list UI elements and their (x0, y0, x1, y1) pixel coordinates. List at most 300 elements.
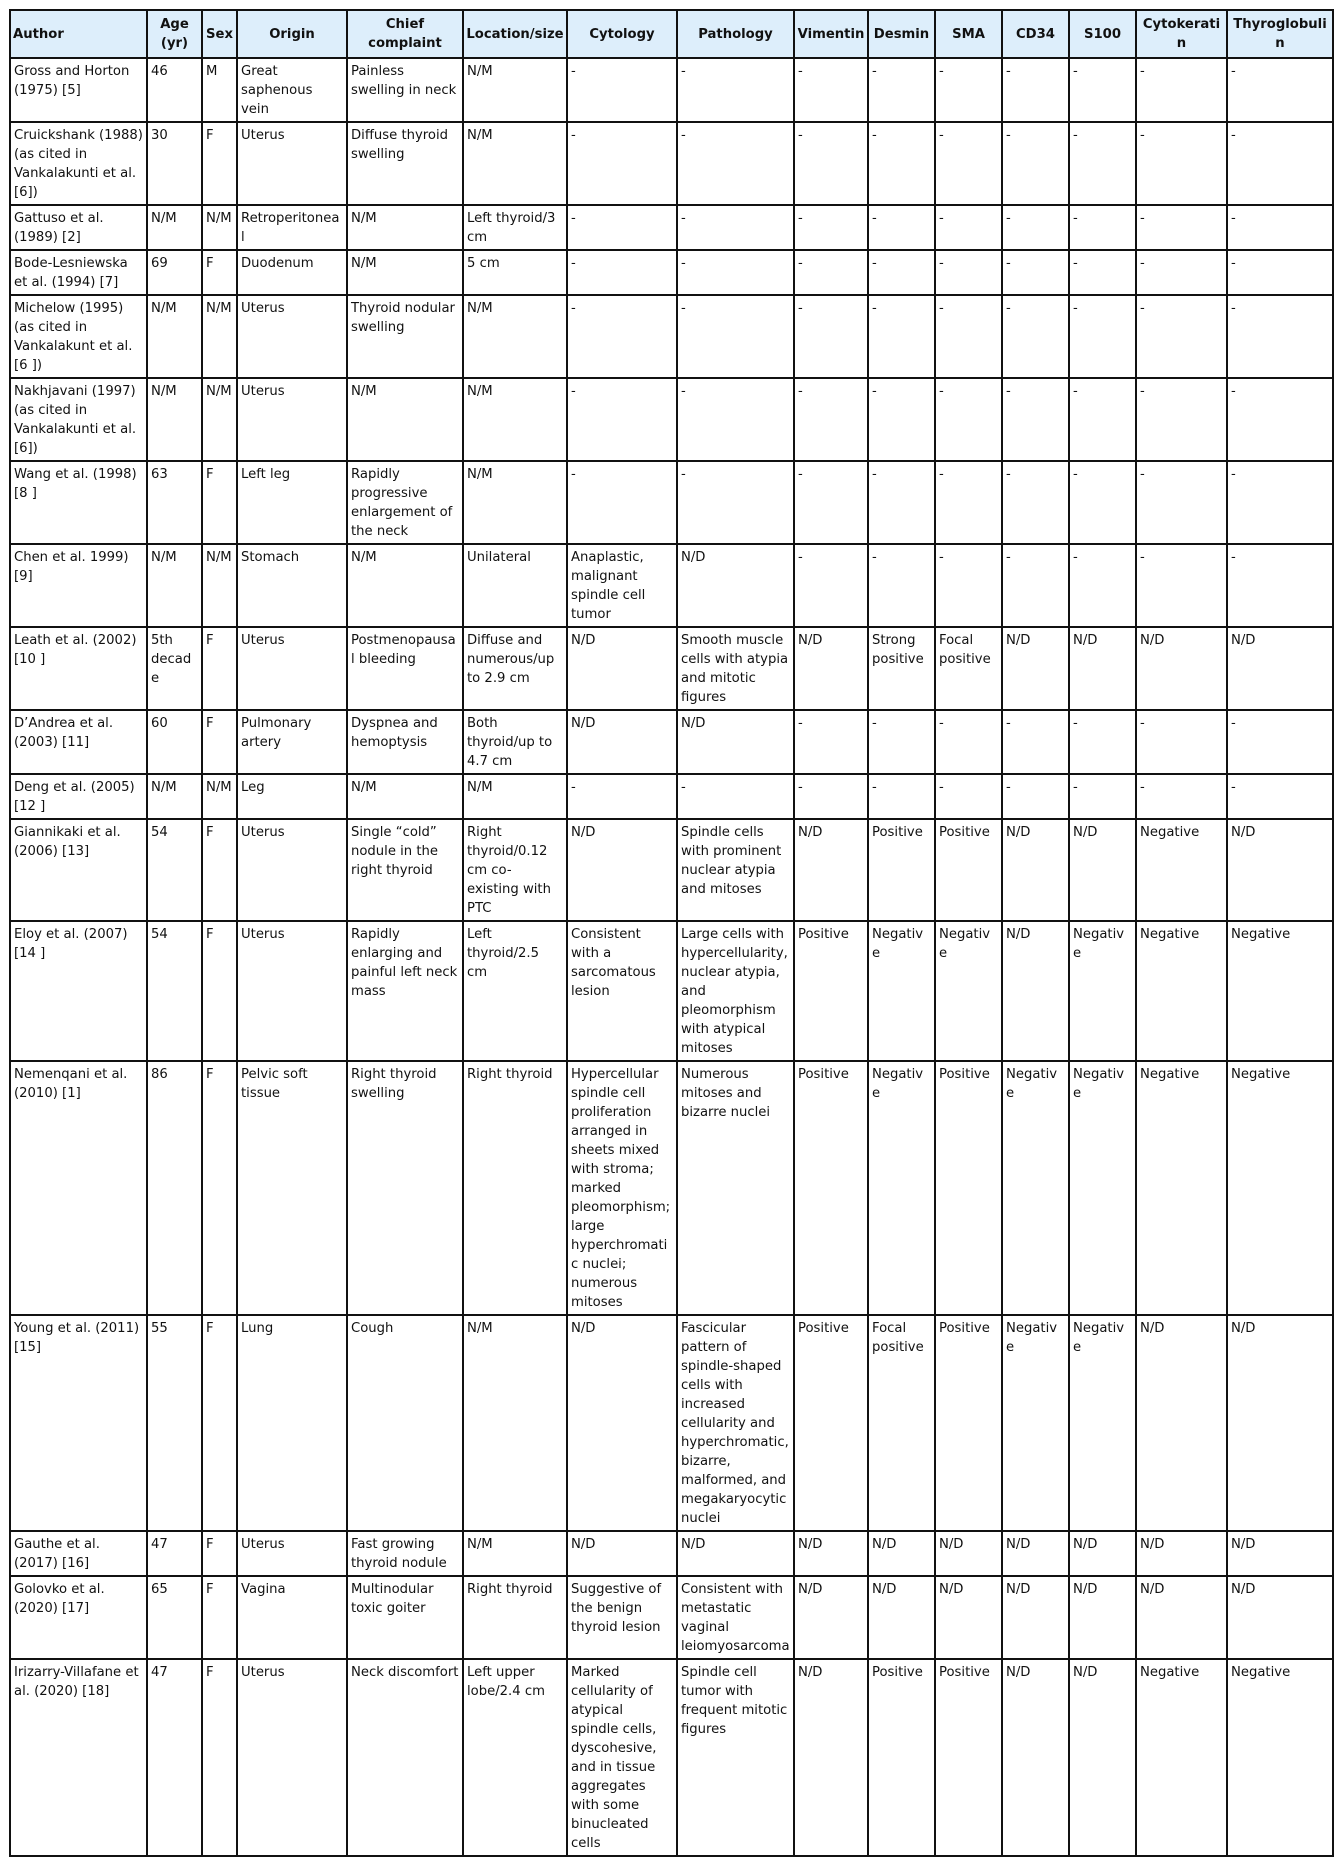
cell-cytokeratin: - (1136, 122, 1227, 205)
cell-cytology: - (567, 58, 677, 122)
cell-cytology: - (567, 461, 677, 544)
cell-s100: - (1069, 250, 1136, 295)
cell-vimentin: - (794, 710, 868, 774)
cell-vimentin: Positive (794, 921, 868, 1061)
cell-pathology: - (677, 250, 794, 295)
cell-s100: Negative (1069, 1315, 1136, 1531)
cell-sma: Negative (935, 921, 1002, 1061)
cell-cytology: - (567, 295, 677, 378)
cell-chief-complaint: N/M (347, 378, 463, 461)
cell-sma: - (935, 710, 1002, 774)
header-sex: Sex (202, 10, 237, 58)
cell-author: Gauthe et al. (2017) [16] (10, 1531, 147, 1576)
cell-cytology: N/D (567, 819, 677, 921)
cell-cd34: N/D (1002, 921, 1069, 1061)
cell-origin: Duodenum (237, 250, 347, 295)
cell-desmin: - (868, 295, 935, 378)
cell-age: N/M (147, 295, 202, 378)
cell-cytology: Hypercellular spindle cell proliferation arranged in sheets mixed with stroma; marked pleomorphism; large hyperchromatic nuclei; numerous mitoses (567, 1061, 677, 1315)
cell-vimentin: Positive (794, 1061, 868, 1315)
cell-pathology: - (677, 58, 794, 122)
header-row (10, 10, 1333, 58)
cell-cytokeratin: - (1136, 250, 1227, 295)
cell-age: 30 (147, 122, 202, 205)
cell-origin: Vagina (237, 1576, 347, 1659)
cell-s100: - (1069, 461, 1136, 544)
cell-sma: - (935, 58, 1002, 122)
cell-sma: N/D (935, 1531, 1002, 1576)
cell-thyroglobulin: N/D (1227, 819, 1333, 921)
cell-origin: Uterus (237, 122, 347, 205)
cell-author: Gross and Horton (1975) [5] (10, 58, 147, 122)
header-pathology: Pathology (677, 10, 794, 58)
cell-cd34: N/D (1002, 627, 1069, 710)
cell-thyroglobulin: Negative (1227, 1061, 1333, 1315)
cell-age: N/M (147, 774, 202, 819)
header-thyroglobulin: Thyroglobulin (1227, 10, 1333, 58)
cell-vimentin: - (794, 58, 868, 122)
cell-sex: F (202, 627, 237, 710)
cell-pathology: Fascicular pattern of spindle-shaped cells with increased cellularity and hyperchromatic, bizarre, malformed, and megakaryocytic nuclei (677, 1315, 794, 1531)
cell-location-size: N/M (463, 122, 567, 205)
cell-cytokeratin: - (1136, 205, 1227, 250)
cell-pathology: - (677, 122, 794, 205)
cell-origin: Uterus (237, 627, 347, 710)
cell-s100: N/D (1069, 819, 1136, 921)
cell-age: 86 (147, 1061, 202, 1315)
cell-cd34: - (1002, 205, 1069, 250)
table-row (10, 627, 1333, 710)
cell-cytokeratin: N/D (1136, 1576, 1227, 1659)
cell-chief-complaint: Multinodular toxic goiter (347, 1576, 463, 1659)
cell-pathology: - (677, 774, 794, 819)
cell-pathology: - (677, 461, 794, 544)
cell-sex: N/M (202, 774, 237, 819)
cell-origin: Pelvic soft tissue (237, 1061, 347, 1315)
cell-cytokeratin: N/D (1136, 1315, 1227, 1531)
cell-age: 60 (147, 710, 202, 774)
cell-location-size: N/M (463, 58, 567, 122)
cell-thyroglobulin: - (1227, 58, 1333, 122)
cell-desmin: - (868, 378, 935, 461)
cell-sma: - (935, 544, 1002, 627)
cell-cytology: N/D (567, 627, 677, 710)
cell-cytokeratin: - (1136, 774, 1227, 819)
cell-cd34: N/D (1002, 1659, 1069, 1856)
cell-pathology: N/D (677, 544, 794, 627)
header-chief-complaint: Chief complaint (347, 10, 463, 58)
table-row (10, 378, 1333, 461)
table-row (10, 1576, 1333, 1659)
cell-sex: F (202, 250, 237, 295)
cell-origin: Retroperitoneal (237, 205, 347, 250)
cell-cytology: Anaplastic, malignant spindle cell tumor (567, 544, 677, 627)
cell-cd34: - (1002, 58, 1069, 122)
cell-vimentin: N/D (794, 1576, 868, 1659)
cell-sex: F (202, 1659, 237, 1856)
cell-pathology: N/D (677, 710, 794, 774)
cell-thyroglobulin: N/D (1227, 627, 1333, 710)
cell-cytokeratin: Negative (1136, 1061, 1227, 1315)
cell-cytokeratin: - (1136, 710, 1227, 774)
cell-vimentin: N/D (794, 1531, 868, 1576)
cell-s100: - (1069, 378, 1136, 461)
cell-author: Gattuso et al. (1989) [2] (10, 205, 147, 250)
cell-location-size: Left upper lobe/2.4 cm (463, 1659, 567, 1856)
cell-chief-complaint: Postmenopausal bleeding (347, 627, 463, 710)
cell-s100: Negative (1069, 1061, 1136, 1315)
cell-s100: - (1069, 544, 1136, 627)
header-author: Author (10, 10, 147, 58)
cell-age: 47 (147, 1531, 202, 1576)
cell-s100: - (1069, 205, 1136, 250)
cell-thyroglobulin: Negative (1227, 1659, 1333, 1856)
header-cd34: CD34 (1002, 10, 1069, 58)
cell-cd34: Negative (1002, 1061, 1069, 1315)
cell-sex: F (202, 710, 237, 774)
cell-cytokeratin: - (1136, 544, 1227, 627)
cell-s100: N/D (1069, 1576, 1136, 1659)
cell-cd34: Negative (1002, 1315, 1069, 1531)
cell-sex: F (202, 1315, 237, 1531)
cell-origin: Uterus (237, 1659, 347, 1856)
cell-pathology: Spindle cell tumor with frequent mitotic figures (677, 1659, 794, 1856)
cell-cd34: - (1002, 544, 1069, 627)
cell-location-size: N/M (463, 295, 567, 378)
cell-sma: - (935, 774, 1002, 819)
table-row (10, 819, 1333, 921)
cell-cytology: - (567, 378, 677, 461)
cell-desmin: Negative (868, 1061, 935, 1315)
cell-cytology: - (567, 122, 677, 205)
cell-vimentin: N/D (794, 627, 868, 710)
cell-chief-complaint: Neck discomfort (347, 1659, 463, 1856)
cell-origin: Great saphenous vein (237, 58, 347, 122)
cell-location-size: Left thyroid/3 cm (463, 205, 567, 250)
cell-cytokeratin: Negative (1136, 921, 1227, 1061)
cell-chief-complaint: Rapidly progressive enlargement of the neck (347, 461, 463, 544)
cell-desmin: Positive (868, 819, 935, 921)
cell-thyroglobulin: Negative (1227, 921, 1333, 1061)
cell-chief-complaint: N/M (347, 250, 463, 295)
cell-desmin: - (868, 544, 935, 627)
cell-sma: Positive (935, 1659, 1002, 1856)
cell-thyroglobulin: N/D (1227, 1531, 1333, 1576)
cell-sex: F (202, 122, 237, 205)
cell-origin: Stomach (237, 544, 347, 627)
cell-thyroglobulin: - (1227, 205, 1333, 250)
cell-location-size: Both thyroid/up to 4.7 cm (463, 710, 567, 774)
cell-location-size: N/M (463, 378, 567, 461)
table-row (10, 295, 1333, 378)
cell-age: N/M (147, 205, 202, 250)
cell-desmin: - (868, 774, 935, 819)
cell-desmin: Negative (868, 921, 935, 1061)
cell-desmin: Strong positive (868, 627, 935, 710)
cell-age: 63 (147, 461, 202, 544)
cell-location-size: N/M (463, 1315, 567, 1531)
cell-s100: - (1069, 710, 1136, 774)
cell-pathology: - (677, 295, 794, 378)
cell-cytology: - (567, 205, 677, 250)
cell-cytokeratin: Negative (1136, 1659, 1227, 1856)
header-sma: SMA (935, 10, 1002, 58)
cell-location-size: N/M (463, 461, 567, 544)
cell-age: 54 (147, 921, 202, 1061)
cell-chief-complaint: N/M (347, 205, 463, 250)
cell-location-size: N/M (463, 774, 567, 819)
cell-author: Irizarry-Villafane et al. (2020) [18] (10, 1659, 147, 1856)
cell-thyroglobulin: N/D (1227, 1576, 1333, 1659)
cell-sex: F (202, 1061, 237, 1315)
header-origin: Origin (237, 10, 347, 58)
cell-location-size: Right thyroid/0.12 cm co-existing with PTC (463, 819, 567, 921)
cell-chief-complaint: Fast growing thyroid nodule (347, 1531, 463, 1576)
cell-vimentin: - (794, 295, 868, 378)
cell-cd34: N/D (1002, 1531, 1069, 1576)
cell-thyroglobulin: - (1227, 461, 1333, 544)
cell-cytology: N/D (567, 1531, 677, 1576)
cell-thyroglobulin: - (1227, 250, 1333, 295)
cell-age: N/M (147, 544, 202, 627)
cell-sex: N/M (202, 205, 237, 250)
cell-s100: N/D (1069, 1531, 1136, 1576)
header-desmin: Desmin (868, 10, 935, 58)
cell-chief-complaint: Rapidly enlarging and painful left neck mass (347, 921, 463, 1061)
table-row (10, 774, 1333, 819)
cell-sex: N/M (202, 544, 237, 627)
cell-author: Bode-Lesniewska et al. (1994) [7] (10, 250, 147, 295)
cell-cd34: - (1002, 710, 1069, 774)
cell-thyroglobulin: - (1227, 122, 1333, 205)
header-cytology: Cytology (567, 10, 677, 58)
cell-thyroglobulin: - (1227, 378, 1333, 461)
cell-chief-complaint: Right thyroid swelling (347, 1061, 463, 1315)
cell-sex: F (202, 819, 237, 921)
cell-sex: N/M (202, 295, 237, 378)
cell-author: Young et al. (2011) [15] (10, 1315, 147, 1531)
case-table (9, 9, 1334, 1857)
cell-sma: - (935, 378, 1002, 461)
cell-age: 55 (147, 1315, 202, 1531)
cell-desmin: N/D (868, 1576, 935, 1659)
table-row (10, 250, 1333, 295)
cell-sma: - (935, 295, 1002, 378)
cell-origin: Lung (237, 1315, 347, 1531)
cell-origin: Uterus (237, 295, 347, 378)
table-row (10, 461, 1333, 544)
cell-sma: - (935, 122, 1002, 205)
cell-author: Giannikaki et al. (2006) [13] (10, 819, 147, 921)
cell-vimentin: N/D (794, 819, 868, 921)
cell-pathology: Large cells with hypercellularity, nuclear atypia, and pleomorphism with atypical mitoses (677, 921, 794, 1061)
cell-vimentin: - (794, 461, 868, 544)
cell-origin: Left leg (237, 461, 347, 544)
cell-thyroglobulin: - (1227, 710, 1333, 774)
cell-cytokeratin: - (1136, 378, 1227, 461)
cell-cytology: N/D (567, 1315, 677, 1531)
cell-thyroglobulin: N/D (1227, 1315, 1333, 1531)
cell-s100: - (1069, 122, 1136, 205)
cell-s100: N/D (1069, 627, 1136, 710)
cell-age: 65 (147, 1576, 202, 1659)
table-row (10, 1061, 1333, 1315)
cell-desmin: - (868, 250, 935, 295)
cell-cd34: - (1002, 461, 1069, 544)
cell-author: Michelow (1995) (as cited in Vankalakunt et al. [6 ]) (10, 295, 147, 378)
cell-thyroglobulin: - (1227, 774, 1333, 819)
cell-thyroglobulin: - (1227, 544, 1333, 627)
cell-cytokeratin: - (1136, 461, 1227, 544)
cell-author: Chen et al. 1999) [9] (10, 544, 147, 627)
cell-cytokeratin: Negative (1136, 819, 1227, 921)
cell-cd34: - (1002, 378, 1069, 461)
cell-sex: N/M (202, 378, 237, 461)
cell-sma: - (935, 461, 1002, 544)
cell-location-size: 5 cm (463, 250, 567, 295)
cell-sma: Focal positive (935, 627, 1002, 710)
table-row (10, 1531, 1333, 1576)
cell-origin: Pulmonary artery (237, 710, 347, 774)
cell-sma: Positive (935, 1061, 1002, 1315)
cell-pathology: Smooth muscle cells with atypia and mitotic figures (677, 627, 794, 710)
cell-location-size: Left thyroid/2.5 cm (463, 921, 567, 1061)
cell-author: Cruickshank (1988) (as cited in Vankalakunti et al. [6]) (10, 122, 147, 205)
cell-sex: F (202, 1576, 237, 1659)
cell-cytology: Suggestive of the benign thyroid lesion (567, 1576, 677, 1659)
cell-sex: F (202, 461, 237, 544)
cell-sma: - (935, 205, 1002, 250)
cell-cd34: - (1002, 295, 1069, 378)
cell-author: Nakhjavani (1997) (as cited in Vankalakunti et al. [6]) (10, 378, 147, 461)
cell-origin: Uterus (237, 921, 347, 1061)
cell-pathology: N/D (677, 1531, 794, 1576)
table-row (10, 921, 1333, 1061)
cell-cytology: - (567, 774, 677, 819)
cell-author: Golovko et al. (2020) [17] (10, 1576, 147, 1659)
cell-location-size: Right thyroid (463, 1061, 567, 1315)
cell-cytology: Consistent with a sarcomatous lesion (567, 921, 677, 1061)
table-container (9, 9, 1332, 1857)
cell-chief-complaint: Thyroid nodular swelling (347, 295, 463, 378)
cell-cytology: - (567, 250, 677, 295)
cell-vimentin: - (794, 122, 868, 205)
cell-cd34: N/D (1002, 819, 1069, 921)
header-location-size: Location/size (463, 10, 567, 58)
cell-cytology: N/D (567, 710, 677, 774)
cell-sex: F (202, 921, 237, 1061)
header-cytokeratin: Cytokeratin (1136, 10, 1227, 58)
cell-s100: - (1069, 58, 1136, 122)
cell-sma: - (935, 250, 1002, 295)
cell-age: 54 (147, 819, 202, 921)
cell-desmin: - (868, 461, 935, 544)
cell-age: 46 (147, 58, 202, 122)
cell-origin: Uterus (237, 819, 347, 921)
cell-origin: Leg (237, 774, 347, 819)
cell-cytokeratin: N/D (1136, 627, 1227, 710)
table-row (10, 58, 1333, 122)
cell-chief-complaint: Painless swelling in neck (347, 58, 463, 122)
cell-sex: M (202, 58, 237, 122)
cell-vimentin: - (794, 774, 868, 819)
cell-desmin: Focal positive (868, 1315, 935, 1531)
cell-author: Deng et al. (2005) [12 ] (10, 774, 147, 819)
cell-location-size: Right thyroid (463, 1576, 567, 1659)
cell-desmin: N/D (868, 1531, 935, 1576)
cell-desmin: - (868, 122, 935, 205)
header-age: Age (yr) (147, 10, 202, 58)
cell-origin: Uterus (237, 1531, 347, 1576)
cell-pathology: Spindle cells with prominent nuclear atypia and mitoses (677, 819, 794, 921)
cell-location-size: Unilateral (463, 544, 567, 627)
cell-age: 69 (147, 250, 202, 295)
header-s100: S100 (1069, 10, 1136, 58)
cell-age: 5th decade (147, 627, 202, 710)
table-row (10, 122, 1333, 205)
cell-vimentin: - (794, 544, 868, 627)
cell-age: N/M (147, 378, 202, 461)
table-row (10, 544, 1333, 627)
cell-vimentin: N/D (794, 1659, 868, 1856)
cell-cytokeratin: - (1136, 295, 1227, 378)
cell-location-size: N/M (463, 1531, 567, 1576)
cell-chief-complaint: Diffuse thyroid swelling (347, 122, 463, 205)
cell-chief-complaint: N/M (347, 544, 463, 627)
table-row (10, 1659, 1333, 1856)
cell-pathology: - (677, 378, 794, 461)
cell-desmin: - (868, 710, 935, 774)
cell-cytokeratin: N/D (1136, 1531, 1227, 1576)
cell-vimentin: Positive (794, 1315, 868, 1531)
cell-s100: Negative (1069, 921, 1136, 1061)
cell-thyroglobulin: - (1227, 295, 1333, 378)
cell-cytology: Marked cellularity of atypical spindle cells, dyscohesive, and in tissue aggregates with some binucleated cells (567, 1659, 677, 1856)
cell-pathology: Consistent with metastatic vaginal leiomyosarcoma (677, 1576, 794, 1659)
cell-desmin: - (868, 58, 935, 122)
cell-cytokeratin: - (1136, 58, 1227, 122)
cell-cd34: - (1002, 122, 1069, 205)
cell-sma: N/D (935, 1576, 1002, 1659)
cell-sma: Positive (935, 1315, 1002, 1531)
cell-cd34: - (1002, 774, 1069, 819)
cell-chief-complaint: Single “cold” nodule in the right thyroid (347, 819, 463, 921)
cell-chief-complaint: N/M (347, 774, 463, 819)
cell-vimentin: - (794, 250, 868, 295)
cell-desmin: Positive (868, 1659, 935, 1856)
cell-sma: Positive (935, 819, 1002, 921)
cell-author: Leath et al. (2002) [10 ] (10, 627, 147, 710)
cell-pathology: Numerous mitoses and bizarre nuclei (677, 1061, 794, 1315)
table-row (10, 710, 1333, 774)
table-body (10, 58, 1333, 1856)
cell-s100: - (1069, 295, 1136, 378)
header-vimentin: Vimentin (794, 10, 868, 58)
cell-s100: N/D (1069, 1659, 1136, 1856)
cell-vimentin: - (794, 378, 868, 461)
cell-location-size: Diffuse and numerous/up to 2.9 cm (463, 627, 567, 710)
table-row (10, 205, 1333, 250)
cell-chief-complaint: Dyspnea and hemoptysis (347, 710, 463, 774)
cell-s100: - (1069, 774, 1136, 819)
cell-author: Nemenqani et al. (2010) [1] (10, 1061, 147, 1315)
cell-vimentin: - (794, 205, 868, 250)
cell-cd34: N/D (1002, 1576, 1069, 1659)
cell-author: Wang et al. (1998) [8 ] (10, 461, 147, 544)
cell-author: Eloy et al. (2007) [14 ] (10, 921, 147, 1061)
cell-desmin: - (868, 205, 935, 250)
cell-chief-complaint: Cough (347, 1315, 463, 1531)
